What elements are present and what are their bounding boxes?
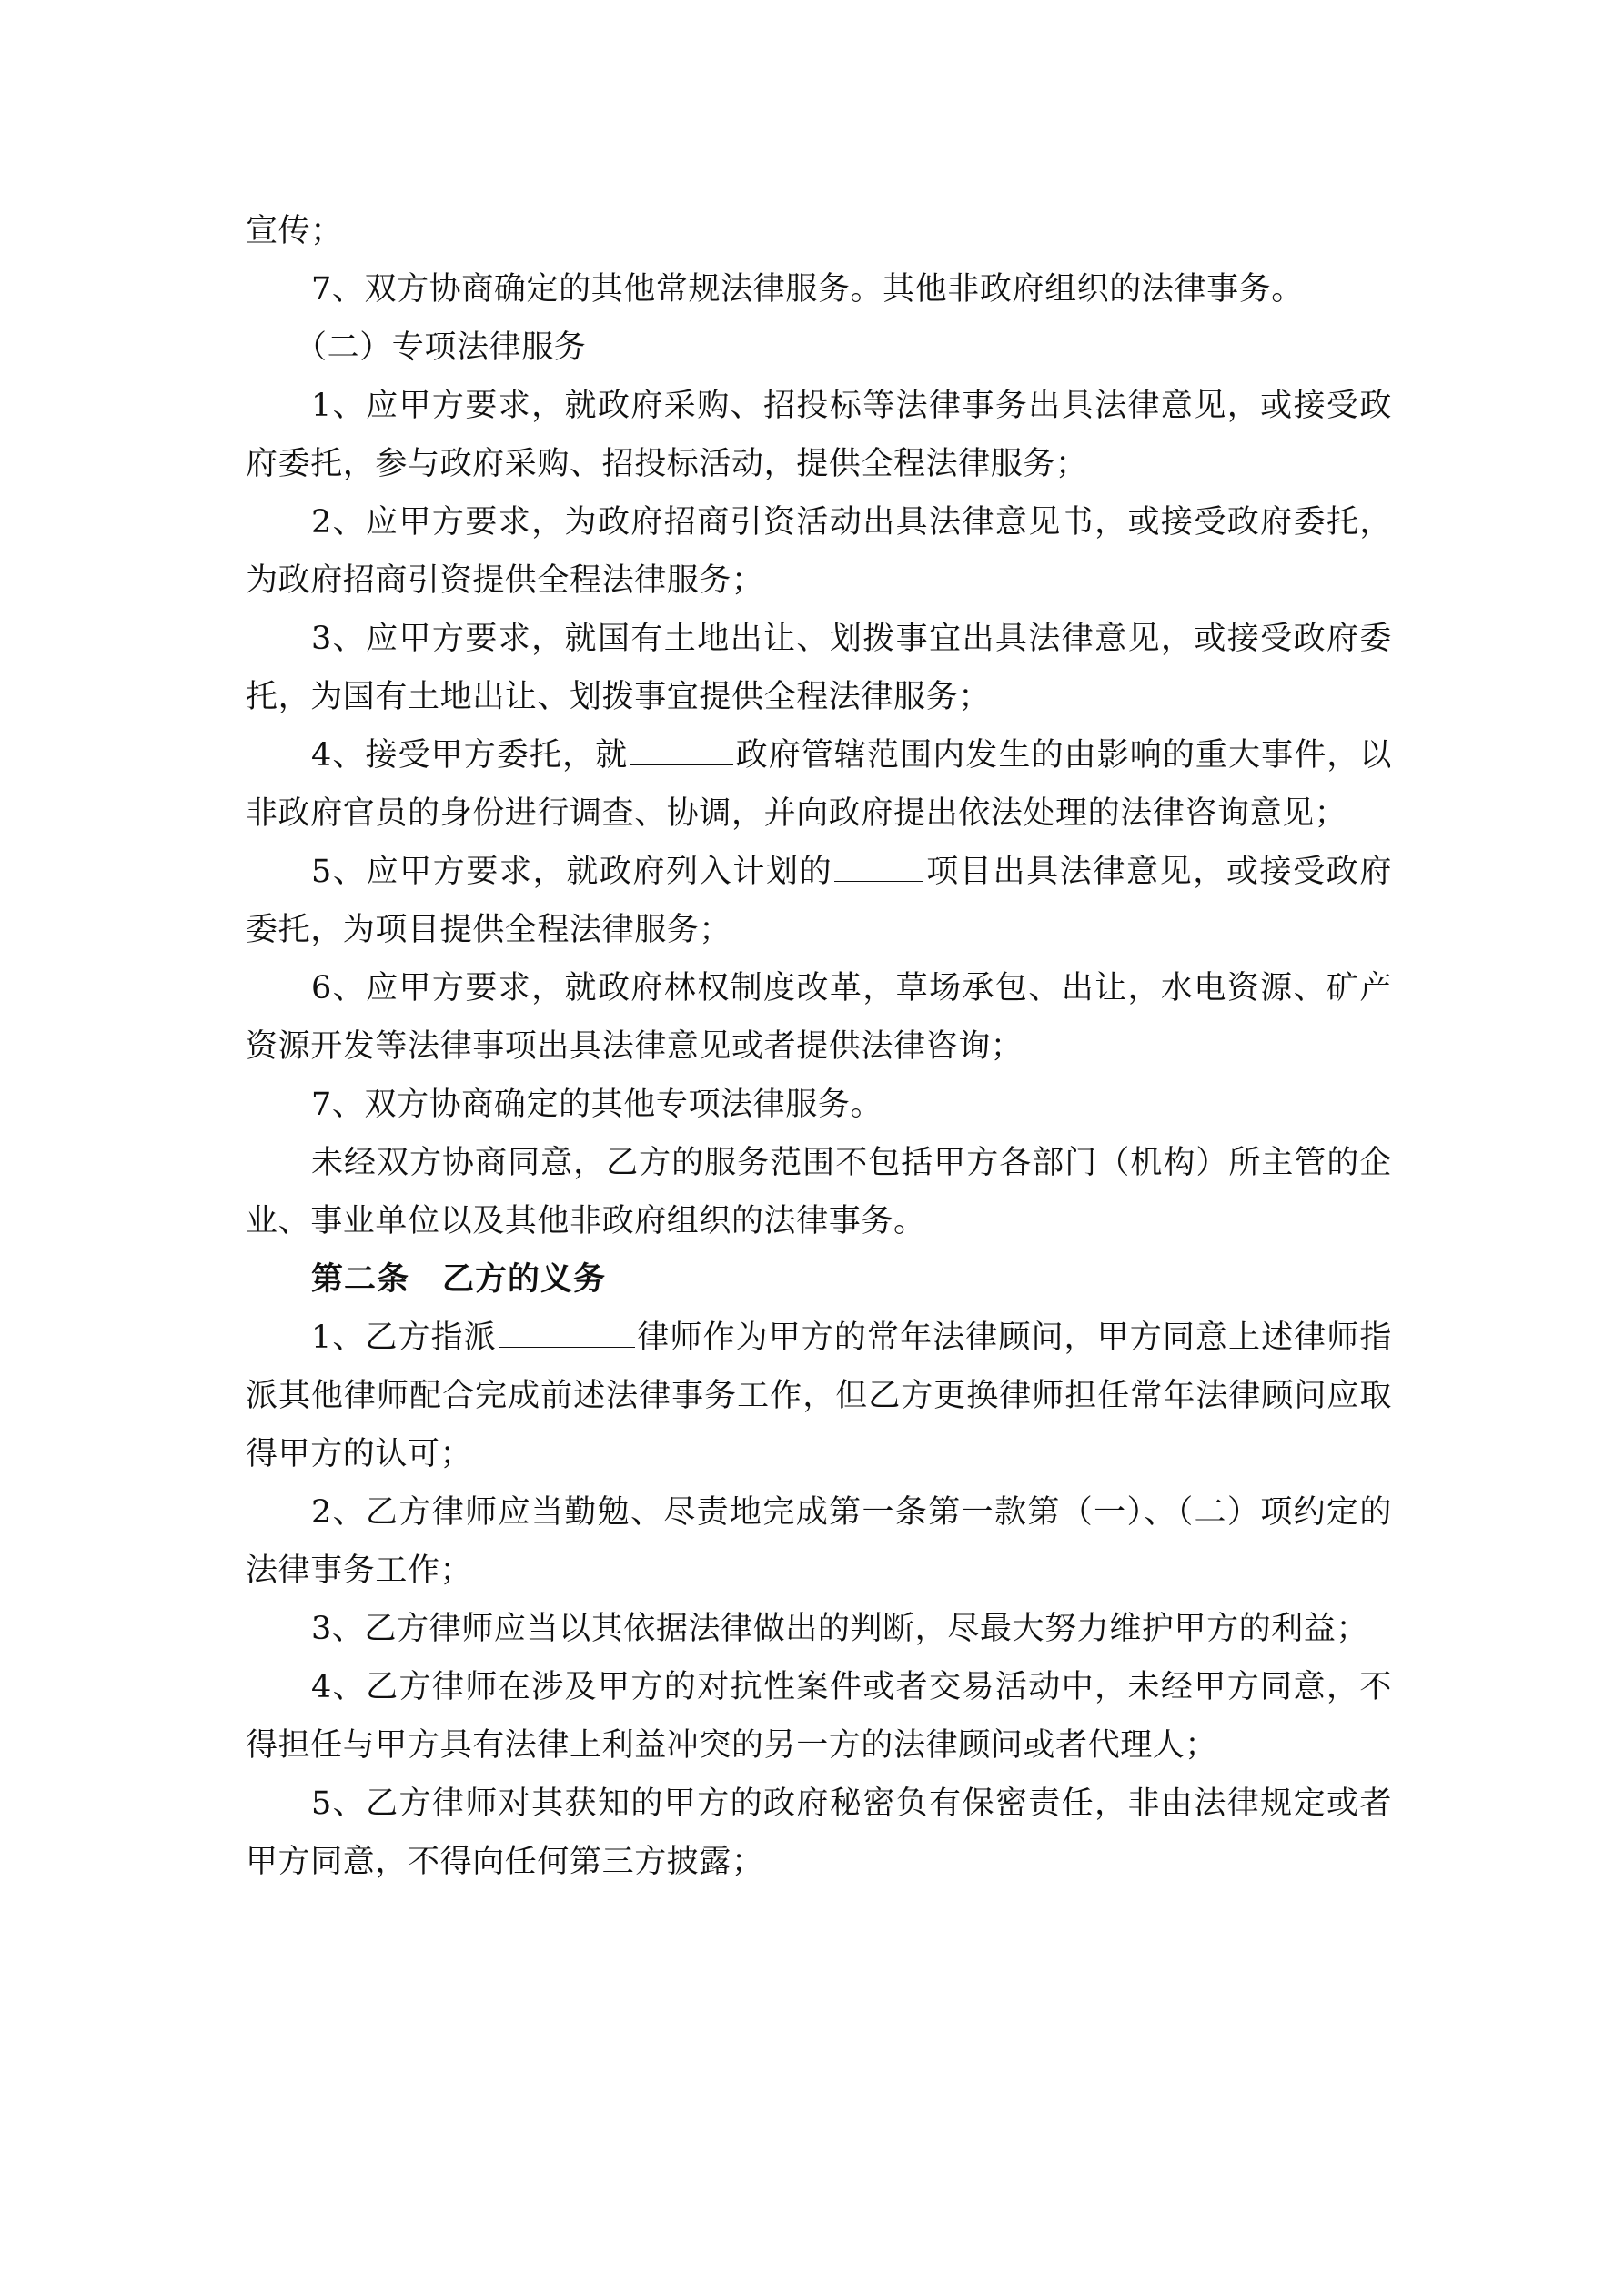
paragraph-special-item-1: 1、应甲方要求，就政府采购、招投标等法律事务出具法律意见，或接受政府委托，参与政府采购、招投标活动，提供全程法律服务； bbox=[246, 388, 1392, 482]
paragraph-obligation-item-3: 3、乙方律师应当以其依据法律做出的判断，尽最大努力维护甲方的利益； bbox=[311, 1611, 1369, 1647]
fill-in-blank-line bbox=[499, 1312, 635, 1348]
paragraph-special-item-5-before: 5、应甲方要求，就政府列入计划的 bbox=[311, 854, 833, 890]
paragraph-special-item-5-after: 项目出具法律意见，或接受政府委托，为项目提供全程法律服务； bbox=[246, 854, 1393, 948]
paragraph-special-item-3: 3、应甲方要求，就国有土地出让、划拨事宜出具法律意见，或接受政府委托，为国有土地出让、划拨事宜提供全程法律服务； bbox=[246, 621, 1392, 715]
paragraph-obligation-item-1-after: 律师作为甲方的常年法律顾问，甲方同意上述律师指派其他律师配合完成前述法律事务工作，但乙方更换律师担任常年法律顾问应取得甲方的认可； bbox=[246, 1320, 1392, 1472]
paragraph-obligation-item-5: 5、乙方律师对其获知的甲方的政府秘密负有保密责任，非由法律规定或者甲方同意，不得向任何第三方披露； bbox=[246, 1785, 1392, 1880]
paragraph-special-item-4-before: 4、接受甲方委托，就 bbox=[311, 737, 629, 774]
paragraph-special-item-4-after: 政府管辖范围内发生的由影响的重大事件，以非政府官员的身份进行调查、协调，并向政府提出依法处理的法律咨询意见； bbox=[246, 737, 1392, 832]
section-heading-special-services: （二）专项法律服务 bbox=[295, 329, 587, 366]
paragraph-special-item-5 bbox=[246, 843, 1392, 959]
paragraph-routine-item-7: 7、双方协商确定的其他常规法律服务。其他非政府组织的法律事务。 bbox=[311, 271, 1304, 308]
fill-in-blank-line bbox=[630, 730, 733, 765]
paragraph-continuation-publicity: 宣传； bbox=[246, 213, 343, 249]
paragraph-service-scope-exclusion: 未经双方协商同意，乙方的服务范围不包括甲方各部门（机构）所主管的企业、事业单位以及其他非政府组织的法律事务。 bbox=[246, 1145, 1392, 1239]
paragraph-obligation-item-4: 4、乙方律师在涉及甲方的对抗性案件或者交易活动中，未经甲方同意，不得担任与甲方具有法律上利益冲突的另一方的法律顾问或者代理人； bbox=[246, 1669, 1392, 1764]
paragraph-obligation-item-1 bbox=[246, 1309, 1392, 1483]
paragraph-special-item-4 bbox=[246, 726, 1392, 843]
document-body bbox=[246, 202, 1392, 1891]
fill-in-blank-line bbox=[834, 846, 923, 882]
paragraph-special-item-6: 6、应甲方要求，就政府林权制度改革，草场承包、出让，水电资源、矿产资源开发等法律事项出具法律意见或者提供法律咨询； bbox=[246, 970, 1392, 1065]
paragraph-special-item-2: 2、应甲方要求，为政府招商引资活动出具法律意见书，或接受政府委托，为政府招商引资提供全程法律服务； bbox=[246, 504, 1392, 599]
article-heading-party-b-obligations: 第二条 乙方的义务 bbox=[311, 1261, 607, 1298]
paragraph-obligation-item-1-before: 1、乙方指派 bbox=[311, 1320, 497, 1356]
paragraph-obligation-item-2: 2、乙方律师应当勤勉、尽责地完成第一条第一款第（一）、（二）项约定的法律事务工作； bbox=[246, 1494, 1392, 1589]
paragraph-special-item-7: 7、双方协商确定的其他专项法律服务。 bbox=[311, 1087, 883, 1123]
